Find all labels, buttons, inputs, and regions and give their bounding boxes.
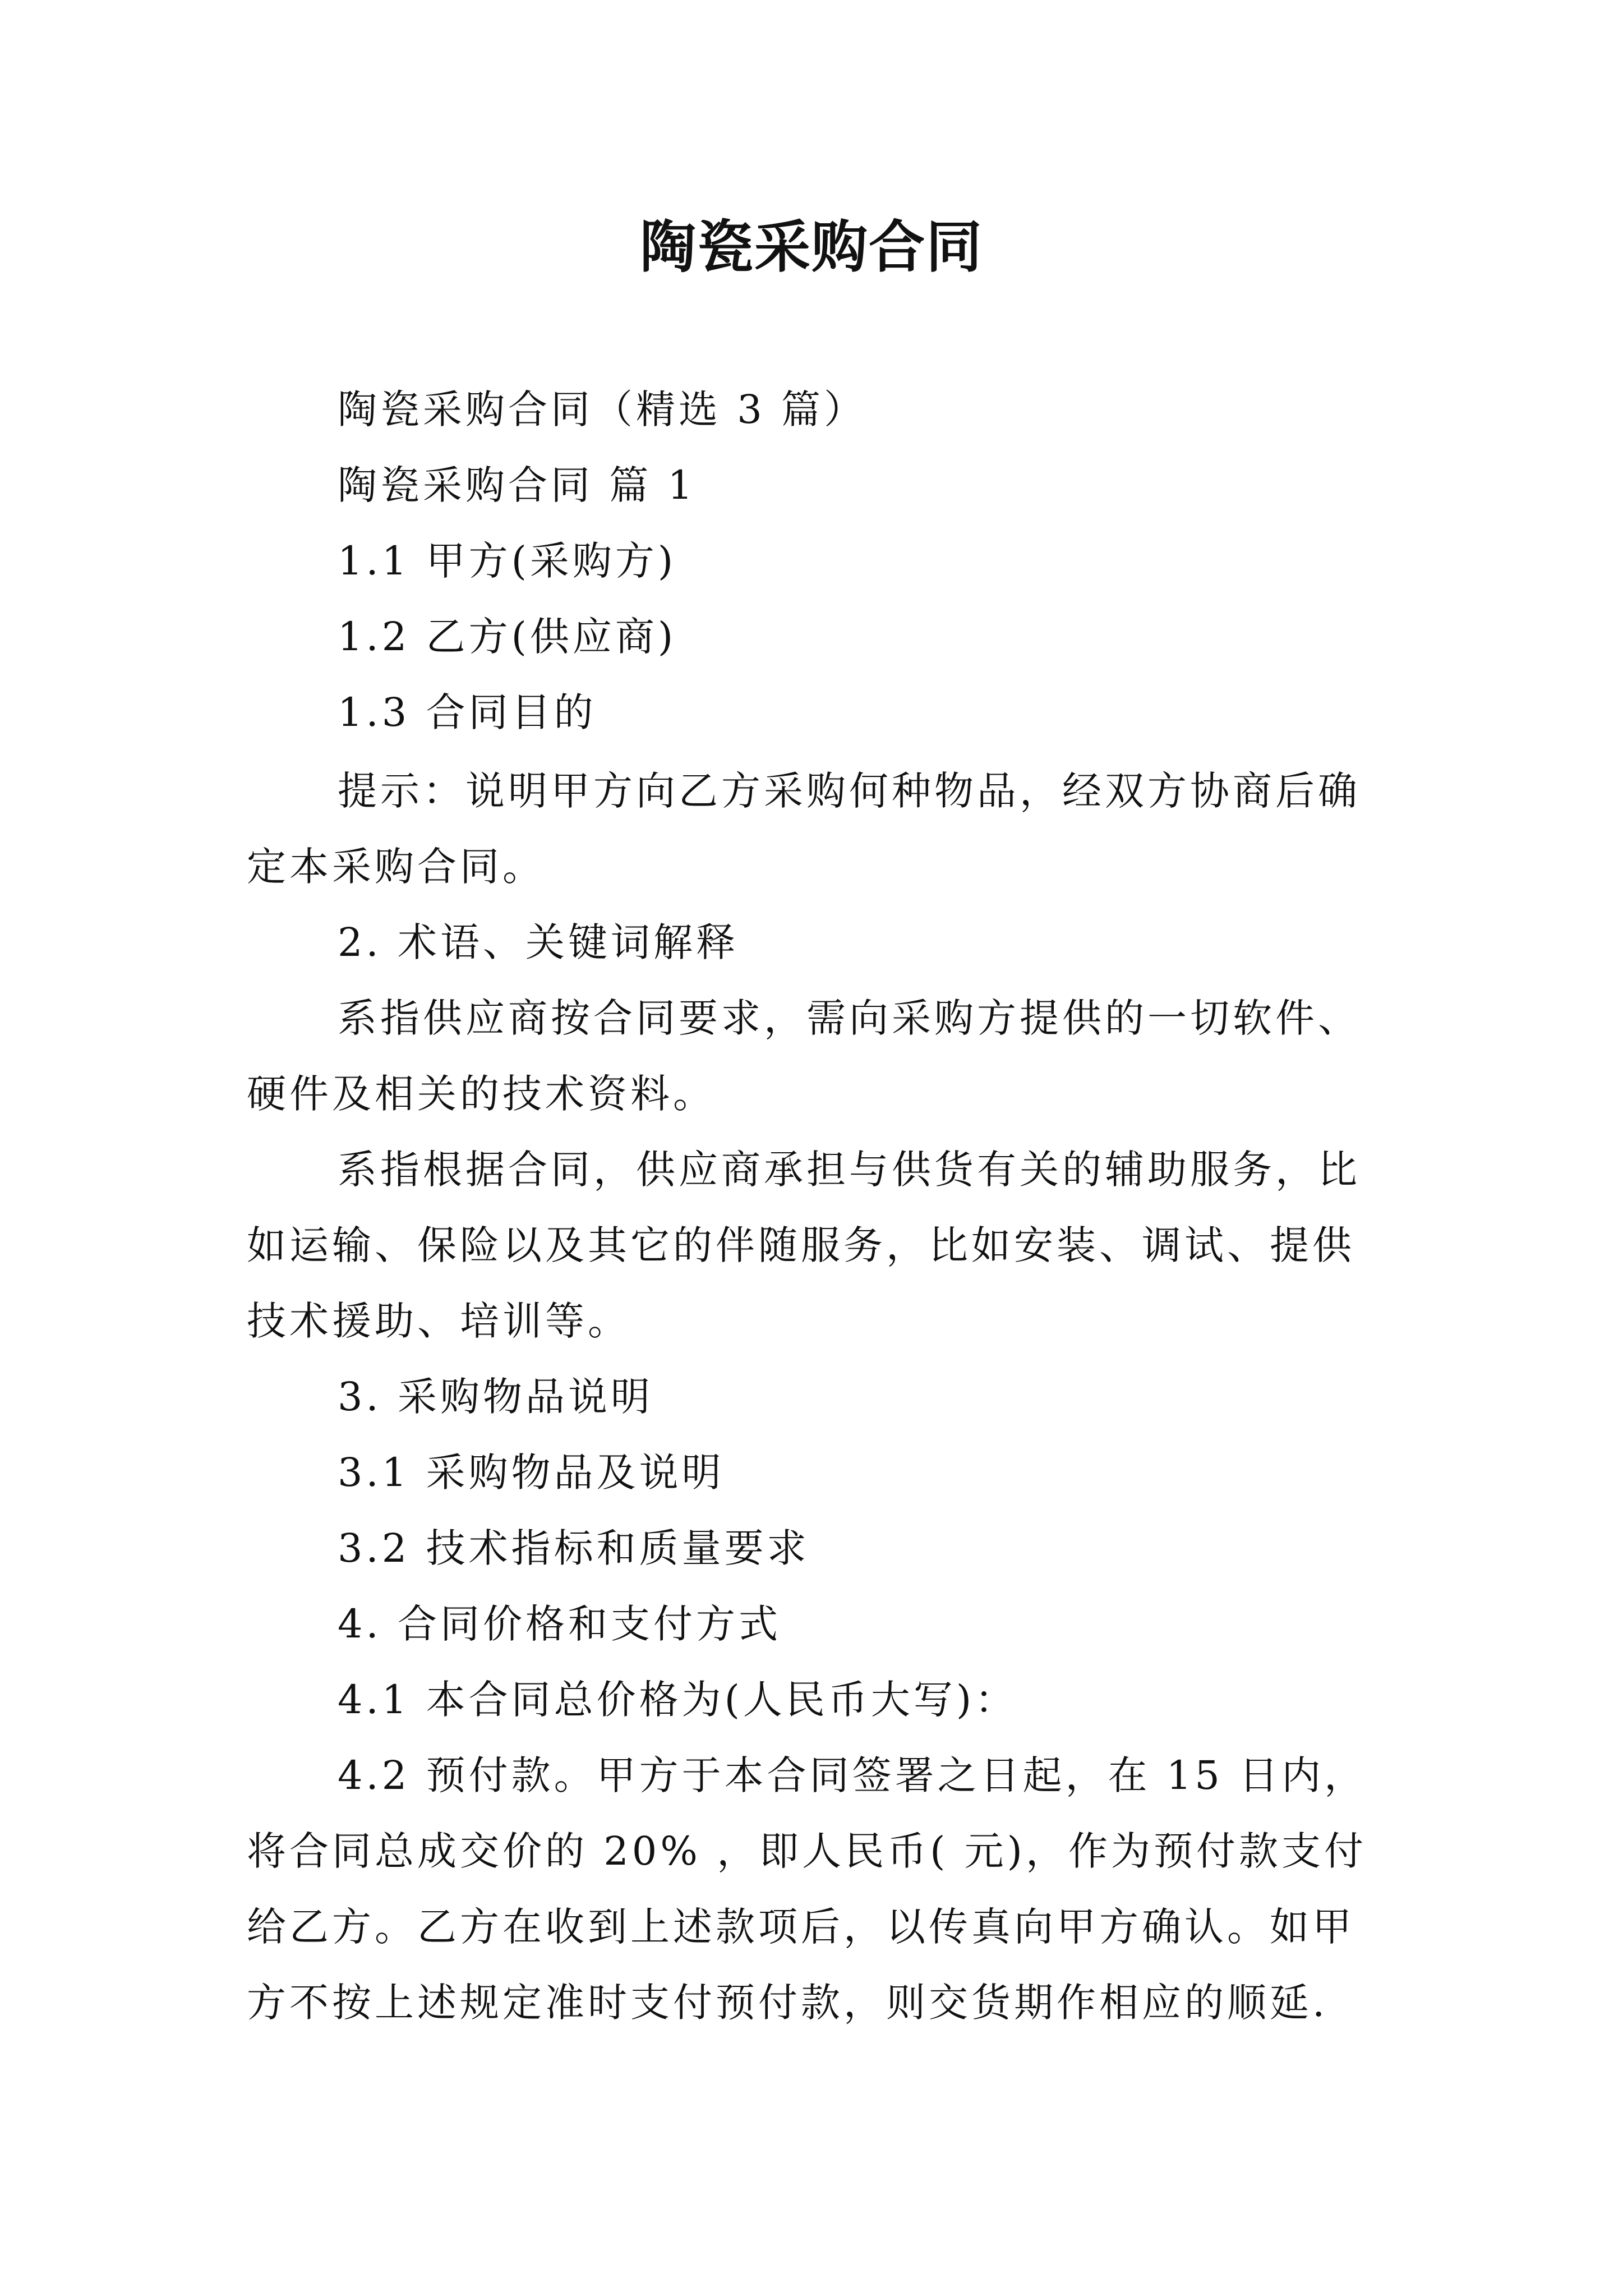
clause-4-1: 4.1 本合同总价格为(人民币大写)：	[338, 1677, 1018, 1723]
paragraph-line: 将合同总成交价的 20% ，即人民币( 元)，作为预付款支付	[247, 1828, 1367, 1874]
paragraph-line: 技术援助、培训等。	[247, 1298, 630, 1344]
paragraph-line: 定本采购合同。	[247, 844, 545, 890]
clause-3: 3. 采购物品说明	[338, 1374, 654, 1420]
clause-1-1: 1.1 甲方(采购方)	[338, 538, 677, 584]
document-title: 陶瓷采购合同	[640, 214, 983, 280]
paragraph-line: 硬件及相关的技术资料。	[247, 1071, 716, 1117]
paragraph-line: 系指供应商按合同要求，需向采购方提供的一切软件、	[338, 995, 1361, 1041]
clause-2: 2. 术语、关键词解释	[338, 919, 739, 965]
subtitle-line: 陶瓷采购合同（精选 3 篇）	[338, 386, 867, 432]
clause-3-1: 3.1 采购物品及说明	[338, 1450, 725, 1496]
clause-1-2: 1.2 乙方(供应商)	[338, 614, 677, 660]
paragraph-line: 提示：说明甲方向乙方采购何种物品，经双方协商后确	[338, 768, 1361, 814]
paragraph-line: 方不按上述规定准时支付预付款，则交货期作相应的顺延.	[247, 1980, 1329, 2026]
clause-3-2: 3.2 技术指标和质量要求	[338, 1525, 810, 1571]
clause-4-2: 4.2 预付款。甲方于本合同签署之日起，在 15 日内，	[338, 1752, 1367, 1798]
clause-1-3: 1.3 合同目的	[338, 689, 597, 735]
clause-4: 4. 合同价格和支付方式	[338, 1601, 782, 1647]
paragraph-line: 如运输、保险以及其它的伴随服务，比如安装、调试、提供	[247, 1222, 1355, 1268]
section-heading: 陶瓷采购合同 篇 1	[338, 462, 697, 508]
paragraph-line: 给乙方。乙方在收到上述款项后，以传真向甲方确认。如甲	[247, 1904, 1355, 1950]
paragraph-line: 系指根据合同，供应商承担与供货有关的辅助服务，比	[338, 1147, 1361, 1193]
